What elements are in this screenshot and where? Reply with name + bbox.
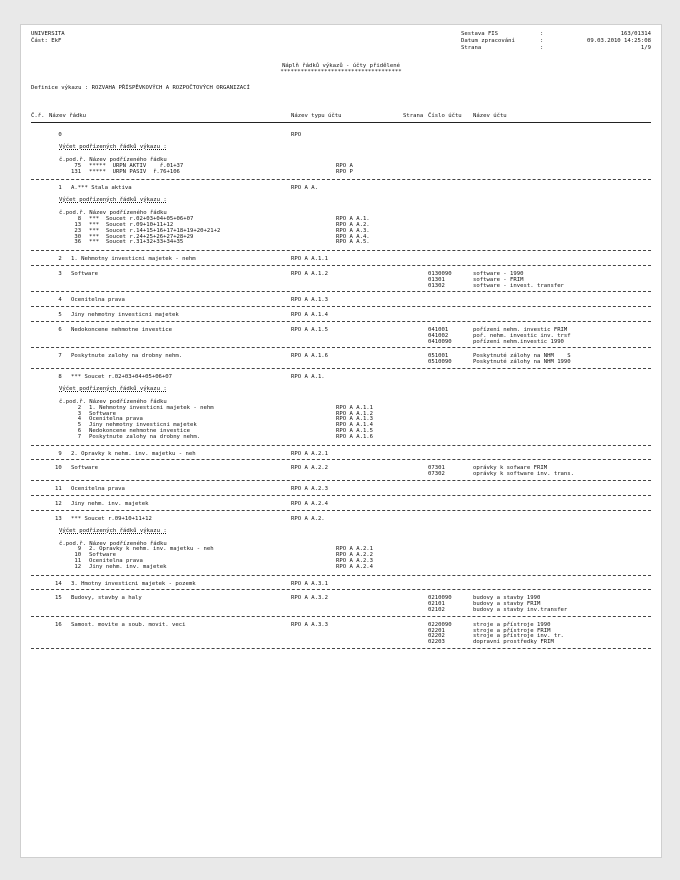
sestava-value: 163/01314: [620, 31, 651, 37]
row-name: Poskytnute zalohy na drobny nehm.: [71, 353, 183, 360]
row-name: Ocenitelna prava: [71, 486, 125, 492]
subrow-name: ***** URPN PASIV ř.76+106: [89, 168, 180, 175]
org-part: Část: EkF: [31, 38, 62, 44]
col-nazev-typu: Název typu účtu: [291, 113, 342, 119]
row-number: 16: [55, 621, 62, 628]
subrows-columns: č.pod.ř. Název podřízeného řádku: [59, 157, 167, 163]
title-underline: ************************************: [280, 69, 402, 75]
subrow-name: *** Soucet r.02+03+04+05+06+07: [89, 216, 194, 223]
subrow-type: RPO A A.2.4: [336, 563, 374, 570]
row-name: 1. Nehmotny investicni majetek - nehm: [71, 256, 196, 263]
subrow-number: 3: [71, 410, 82, 417]
subrow-name: *** Soucet r.24+25+26+27+28+29: [89, 233, 194, 240]
subrow-number: 12: [71, 563, 82, 570]
row-name: Software: [71, 465, 98, 472]
sep-colon: :: [540, 45, 544, 51]
account-number: 0510090: [428, 359, 452, 366]
subrow-name: 1. Nehmotny investicni majetek - nehm: [89, 404, 214, 411]
subrow-number: 7: [71, 433, 82, 440]
row-separator: [31, 179, 651, 180]
row-name: Jiny nehmotny investicni majetek: [71, 312, 179, 319]
subrow-name: *** Soucet r.09+10+11+12: [89, 222, 174, 228]
account-name: software - invest. transfer: [473, 282, 564, 289]
row-separator: [31, 648, 651, 649]
row-type: RPO A A.1.2: [291, 271, 329, 277]
account-name: oprávky k sofware FRIM: [473, 465, 548, 472]
row-number: 9: [55, 450, 62, 457]
row-type: RPO A A.1.4: [291, 312, 329, 319]
subrow-name: ***** URPN AKTIV ř.01+37: [89, 162, 184, 169]
subrows-columns: č.pod.ř. Název podřízeného řádku: [59, 540, 167, 547]
subrows-heading: Výčet podřízených řádků výkazu :: [59, 527, 167, 534]
account-name: poř. nehm. investic inv. trsf: [473, 332, 571, 339]
sestava-label: Sestava FIS: [461, 31, 499, 37]
subrow-type: RPO A A.2.1: [336, 546, 374, 553]
subrow-name: Software: [89, 552, 116, 559]
row-separator: [31, 480, 651, 481]
subrow-type: RPO A A.1.4: [336, 422, 374, 429]
subrows-heading: Výčet podřízených řádků výkazu :: [59, 197, 167, 204]
org-name: UNIVERSITA: [31, 31, 65, 37]
row-name: Samost. movite a soub. movit. veci: [71, 621, 186, 628]
row-number: 2: [55, 256, 62, 263]
account-number: 051001: [428, 353, 449, 360]
sep-colon: :: [540, 38, 544, 44]
subrow-number: 10: [71, 552, 82, 559]
row-type: RPO A A.3.2: [291, 595, 329, 602]
account-number: 0130090: [428, 271, 452, 277]
account-number: 041002: [428, 332, 449, 339]
account-name: stroje a přístroje 1990: [473, 621, 551, 628]
row-separator: [31, 250, 651, 251]
subrow-number: 6: [71, 428, 82, 434]
row-name: 2. Opravky k nehm. inv. majetku - neh: [71, 450, 196, 457]
subrow-number: 13: [71, 222, 82, 228]
account-number: 02102: [428, 607, 445, 613]
row-number: 12: [55, 500, 62, 507]
subrows-heading: Výčet podřízených řádků výkazu :: [59, 144, 167, 150]
subrow-type: RPO A A.4.: [336, 233, 370, 240]
row-separator: [31, 347, 651, 348]
subrow-name: Ocenitelna prava: [89, 416, 143, 423]
row-separator: [31, 321, 651, 322]
row-type: RPO A A.1.6: [291, 353, 329, 360]
account-name: budovy a stavby inv.transfer: [473, 607, 568, 613]
subrow-number: 5: [71, 422, 82, 429]
subrow-name: 2. Opravky k nehm. inv. majetku - neh: [89, 546, 214, 553]
strana-value: 1/9: [640, 45, 651, 51]
subrow-name: Jiny nehm. inv. majetek: [89, 563, 167, 570]
subrow-number: 36: [71, 239, 82, 246]
account-name: stroje a přístroje FRIM: [473, 627, 551, 634]
account-name: budovy a stavby 1990: [473, 595, 541, 602]
account-name: Poskytnuté zálohy na NHM 1990: [473, 359, 571, 366]
row-separator: [31, 291, 651, 292]
subrow-name: *** Soucet r.14+15+16+17+18+19+20+21+2: [89, 227, 221, 234]
row-type: RPO A A.1.5: [291, 327, 329, 333]
row-number: 7: [55, 353, 62, 360]
row-number: 10: [55, 465, 62, 472]
account-number: 0210090: [428, 595, 452, 602]
subrow-number: 11: [71, 558, 82, 564]
subrows-columns: č.pod.ř. Název podřízeného řádku: [59, 210, 167, 217]
row-separator: [31, 368, 651, 369]
row-type: RPO A A.2.1: [291, 450, 329, 457]
row-number: 11: [55, 486, 62, 492]
report-page: [20, 24, 662, 858]
row-type: RPO A A.2.: [291, 515, 325, 522]
subrow-type: RPO A: [336, 162, 353, 169]
subrow-type: RPO A A.1.5: [336, 428, 374, 434]
col-cislo-radku: Č.ř.: [31, 113, 45, 119]
subrow-type: RPO A A.3.: [336, 227, 370, 234]
account-number: 02201: [428, 627, 445, 634]
row-name: A.*** Stala aktiva: [71, 185, 132, 192]
row-number: 1: [55, 185, 62, 192]
account-number: 02101: [428, 601, 445, 608]
row-name: Budovy, stavby a haly: [71, 595, 142, 602]
subrow-number: 75: [71, 162, 82, 169]
account-number: 0410090: [428, 338, 452, 345]
row-separator: [31, 495, 651, 496]
subrow-number: 8: [71, 216, 82, 223]
datum-value: 09.03.2010 14:25:08: [587, 38, 651, 44]
row-number: 8: [55, 374, 62, 380]
row-type: RPO A A.2.3: [291, 486, 329, 492]
subrow-type: RPO A A.1.2: [336, 410, 374, 417]
row-name: Software: [71, 271, 98, 277]
subrow-type: RPO A A.1.6: [336, 433, 374, 440]
row-type: RPO A A.1.: [291, 374, 325, 380]
account-number: 02203: [428, 639, 445, 646]
row-separator: [31, 445, 651, 446]
subrow-number: 4: [71, 416, 82, 423]
row-name: 3. Hmotny investicni majetek - pozemk: [71, 580, 196, 587]
col-nazev-radku: Název řádku: [49, 113, 87, 119]
subrows-heading: Výčet podřízených řádků výkazu :: [59, 386, 167, 392]
row-name: *** Soucet r.02+03+04+05+06+07: [71, 374, 173, 380]
account-number: 07301: [428, 465, 445, 472]
subrow-number: 30: [71, 233, 82, 240]
row-type: RPO A A.3.1: [291, 580, 329, 587]
account-number: 0220090: [428, 621, 452, 628]
account-name: stroje a přístroje inv. tr.: [473, 633, 564, 640]
row-separator: [31, 459, 651, 460]
account-name: dopravní prostředky FRIM: [473, 639, 554, 646]
subrow-number: 2: [71, 404, 82, 411]
subrow-number: 23: [71, 227, 82, 234]
subrow-type: RPO A A.5.: [336, 239, 370, 246]
row-name: Ocenitelna prava: [71, 297, 125, 304]
row-separator: [31, 575, 651, 576]
row-number: 4: [55, 297, 62, 304]
row-type: RPO A A.2.4: [291, 500, 329, 507]
account-name: oprávky k software inv. trans.: [473, 471, 575, 478]
subrow-type: RPO A A.2.2: [336, 552, 374, 559]
subrow-name: Nedokoncene nehmotne investice: [89, 428, 191, 434]
row-type: RPO A A.3.3: [291, 621, 329, 628]
subrow-type: RPO P: [336, 168, 353, 175]
account-number: 041001: [428, 327, 449, 333]
subrow-number: 131: [71, 168, 82, 175]
header-rule: [31, 122, 651, 123]
col-nazev-uctu: Název účtu: [473, 113, 507, 119]
strana-label: Strana: [461, 45, 482, 51]
account-name: software - FRIM: [473, 276, 524, 283]
row-separator: [31, 306, 651, 307]
account-number: 01302: [428, 282, 445, 289]
subrow-name: Poskytnute zalohy na drobny nehm.: [89, 433, 201, 440]
subrow-number: 9: [71, 546, 82, 553]
report-title: Náplň řádků výkazů - účty přidělené: [282, 63, 400, 69]
subrow-type: RPO A A.1.: [336, 216, 370, 223]
row-type: RPO: [291, 132, 302, 138]
row-name: Jiny nehm. inv. majetek: [71, 500, 149, 507]
row-separator: [31, 510, 651, 511]
account-number: 02202: [428, 633, 445, 640]
subrow-type: RPO A A.1.1: [336, 404, 374, 411]
account-number: 01301: [428, 276, 445, 283]
row-number: 3: [55, 271, 62, 277]
subrow-type: RPO A A.2.: [336, 222, 370, 228]
row-number: 6: [55, 327, 62, 333]
col-strana: Strana: [403, 113, 424, 119]
sep-colon: :: [540, 31, 544, 37]
account-name: pořízení nehm.investic 1990: [473, 338, 564, 345]
row-number: 13: [55, 515, 62, 522]
row-name: Nedokoncene nehmotne investice: [71, 327, 173, 333]
subrow-name: Ocenitelna prava: [89, 558, 143, 564]
subrow-type: RPO A A.2.3: [336, 558, 374, 564]
account-name: software - 1990: [473, 271, 524, 277]
row-separator: [31, 265, 651, 266]
subrows-columns: č.pod.ř. Název podřízeného řádku: [59, 399, 167, 405]
row-number: 0: [55, 132, 62, 138]
row-number: 15: [55, 595, 62, 602]
row-separator: [31, 616, 651, 617]
row-type: RPO A A.2.2: [291, 465, 329, 472]
datum-label: Datum zpracování: [461, 38, 515, 44]
row-type: RPO A A.: [291, 185, 318, 192]
row-separator: [31, 589, 651, 590]
row-number: 14: [55, 580, 62, 587]
subrow-name: Jiny nehmotny investicni majetek: [89, 422, 197, 429]
subrow-name: *** Soucet r.31+32+33+34+35: [89, 239, 184, 246]
row-type: RPO A A.1.1: [291, 256, 329, 263]
row-name: *** Soucet r.09+10+11+12: [71, 515, 152, 522]
report-definition: Definice výkazu : ROZVAHA PŘÍSPĚVKOVÝCH A ROZPOČTOVÝCH ORGANIZACÍ: [31, 85, 250, 91]
account-name: budovy a stavby FRIM: [473, 601, 541, 608]
row-type: RPO A A.1.3: [291, 297, 329, 304]
row-number: 5: [55, 312, 62, 319]
account-name: pořízení nehm. investic FRIM: [473, 327, 568, 333]
col-cislo-uctu: Číslo účtu: [428, 113, 462, 119]
subrow-type: RPO A A.1.3: [336, 416, 374, 423]
account-number: 07302: [428, 471, 445, 478]
account-name: Poskytnuté zálohy na NHM S: [473, 353, 571, 360]
subrow-name: Software: [89, 410, 116, 417]
